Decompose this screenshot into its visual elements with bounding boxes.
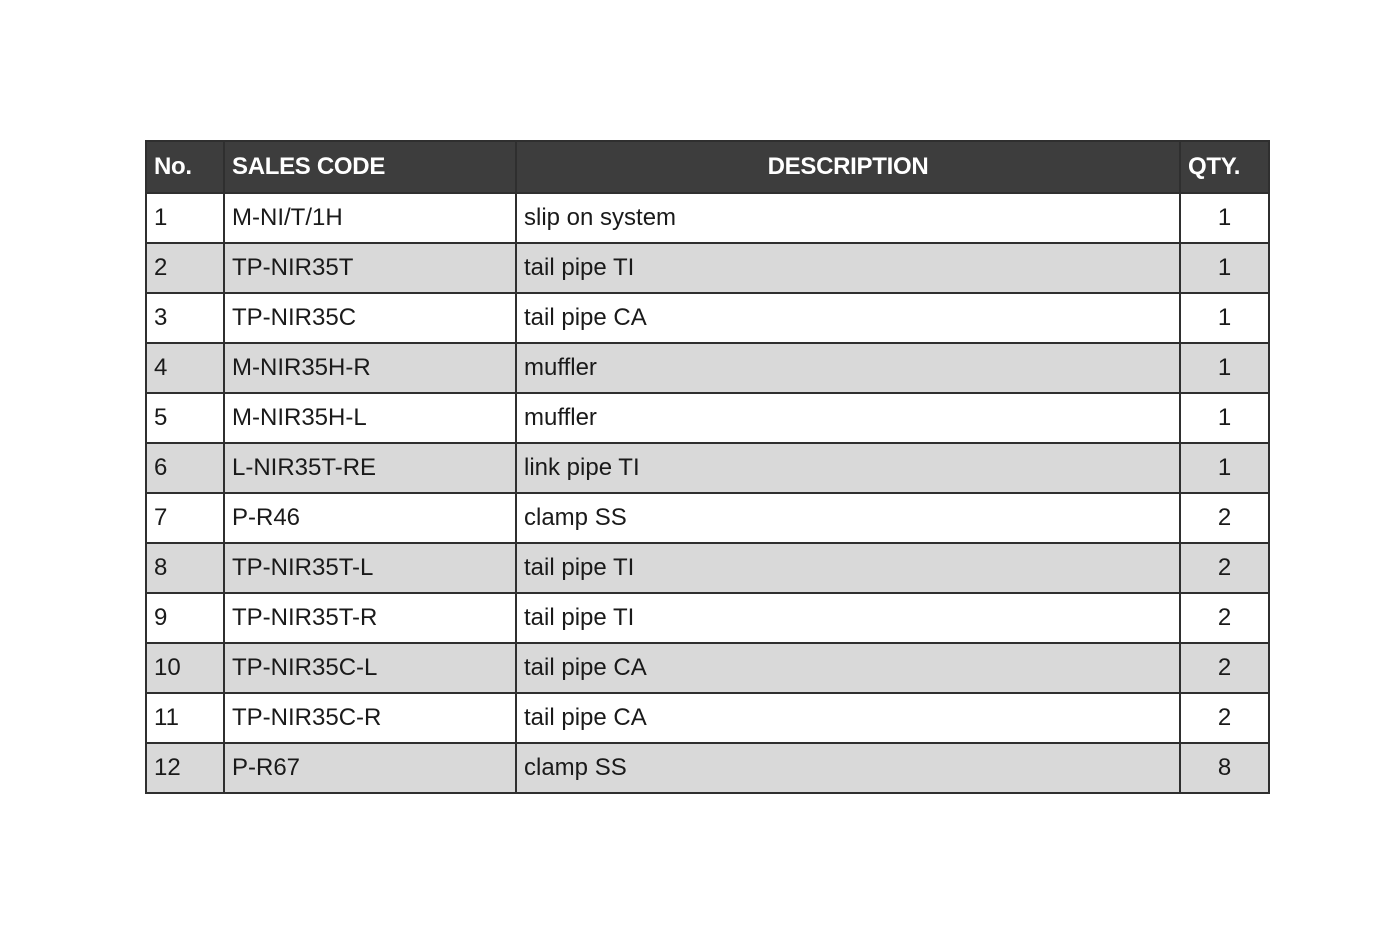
cell-description: tail pipe TI — [516, 243, 1180, 293]
table-header — [146, 141, 1269, 193]
header-sales-code: SALES CODE — [224, 141, 516, 193]
cell-no: 6 — [146, 443, 224, 493]
cell-sales-code: TP-NIR35C-L — [224, 643, 516, 693]
cell-no: 7 — [146, 493, 224, 543]
header-qty: QTY. — [1180, 141, 1269, 193]
cell-description: tail pipe CA — [516, 693, 1180, 743]
cell-qty: 2 — [1180, 543, 1269, 593]
cell-sales-code: TP-NIR35T — [224, 243, 516, 293]
cell-description: tail pipe TI — [516, 593, 1180, 643]
cell-description: clamp SS — [516, 493, 1180, 543]
table-row — [146, 293, 1269, 343]
header-no: No. — [146, 141, 224, 193]
cell-qty: 1 — [1180, 243, 1269, 293]
cell-qty: 1 — [1180, 293, 1269, 343]
cell-no: 2 — [146, 243, 224, 293]
table-row — [146, 693, 1269, 743]
cell-description: muffler — [516, 393, 1180, 443]
cell-no: 11 — [146, 693, 224, 743]
cell-no: 1 — [146, 193, 224, 243]
table-row — [146, 343, 1269, 393]
cell-description: tail pipe TI — [516, 543, 1180, 593]
table-row — [146, 443, 1269, 493]
cell-sales-code: M-NIR35H-R — [224, 343, 516, 393]
cell-qty: 2 — [1180, 693, 1269, 743]
cell-sales-code: L-NIR35T-RE — [224, 443, 516, 493]
table-row — [146, 493, 1269, 543]
table-row — [146, 243, 1269, 293]
cell-sales-code: TP-NIR35C-R — [224, 693, 516, 743]
cell-qty: 1 — [1180, 343, 1269, 393]
cell-no: 10 — [146, 643, 224, 693]
cell-qty: 2 — [1180, 593, 1269, 643]
table-row — [146, 193, 1269, 243]
cell-sales-code: TP-NIR35C — [224, 293, 516, 343]
cell-sales-code: TP-NIR35T-L — [224, 543, 516, 593]
cell-qty: 1 — [1180, 193, 1269, 243]
table-row — [146, 393, 1269, 443]
cell-description: slip on system — [516, 193, 1180, 243]
cell-qty: 1 — [1180, 393, 1269, 443]
table-row — [146, 593, 1269, 643]
cell-qty: 2 — [1180, 643, 1269, 693]
cell-description: link pipe TI — [516, 443, 1180, 493]
cell-no: 5 — [146, 393, 224, 443]
cell-qty: 8 — [1180, 743, 1269, 793]
table-body — [146, 193, 1269, 793]
cell-qty: 1 — [1180, 443, 1269, 493]
cell-no: 4 — [146, 343, 224, 393]
table-row — [146, 543, 1269, 593]
cell-no: 8 — [146, 543, 224, 593]
cell-no: 3 — [146, 293, 224, 343]
cell-description: tail pipe CA — [516, 293, 1180, 343]
table-row — [146, 743, 1269, 793]
cell-description: muffler — [516, 343, 1180, 393]
header-row — [146, 141, 1269, 193]
parts-table — [145, 140, 1270, 794]
cell-sales-code: P-R46 — [224, 493, 516, 543]
cell-no: 9 — [146, 593, 224, 643]
table-row — [146, 643, 1269, 693]
cell-qty: 2 — [1180, 493, 1269, 543]
cell-sales-code: P-R67 — [224, 743, 516, 793]
cell-sales-code: TP-NIR35T-R — [224, 593, 516, 643]
cell-no: 12 — [146, 743, 224, 793]
cell-description: tail pipe CA — [516, 643, 1180, 693]
cell-description: clamp SS — [516, 743, 1180, 793]
header-description: DESCRIPTION — [516, 141, 1180, 193]
cell-sales-code: M-NI/T/1H — [224, 193, 516, 243]
cell-sales-code: M-NIR35H-L — [224, 393, 516, 443]
